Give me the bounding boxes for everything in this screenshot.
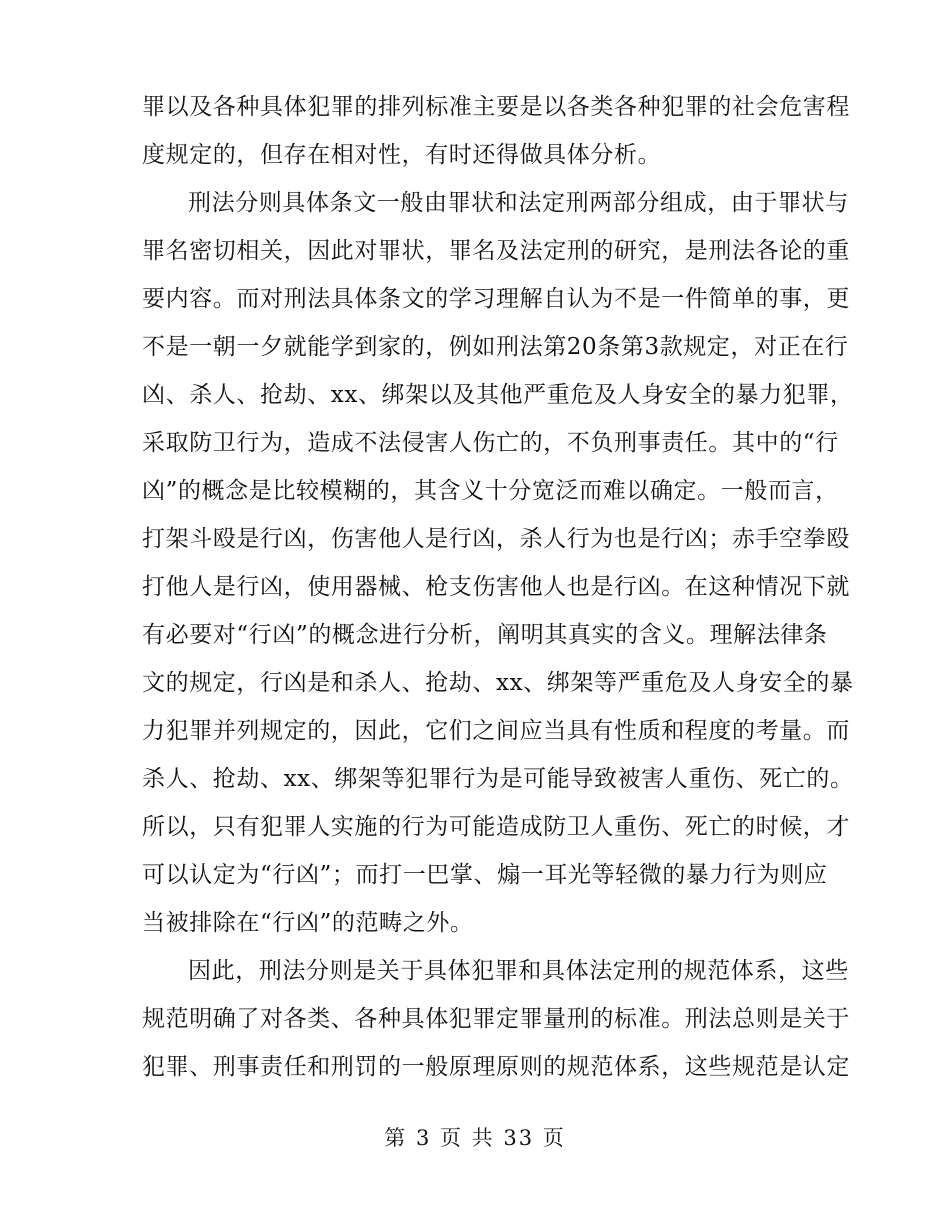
text-line: 不是一朝一夕就能学到家的，例如刑法第20条第3款规定，对正在行: [142, 334, 849, 360]
text-line: 要内容。而对刑法具体条文的学习理解自认为不是一件简单的事，更: [142, 286, 850, 312]
text-line: 当被排除在“行凶”的范畴之外。: [142, 910, 474, 936]
text-line: 打他人是行凶，使用器械、枪支伤害他人也是行凶。在这种情况下就: [142, 574, 850, 600]
text-line: 罪名密切相关，因此对罪状，罪名及法定刑的研究，是刑法各论的重: [142, 238, 850, 264]
text-line: 打架斗殴是行凶，伤害他人是行凶，杀人行为也是行凶；赤手空拳殴: [142, 526, 850, 552]
text-line: 罪以及各种具体犯罪的排列标准主要是以各类各种犯罪的社会危害程: [142, 94, 850, 120]
text-line: 凶、杀人、抢劫、xx、绑架以及其他严重危及人身安全的暴力犯罪，: [142, 382, 854, 408]
text-line: 力犯罪并列规定的，因此，它们之间应当具有性质和程度的考量。而: [142, 718, 850, 744]
text-line: 有必要对“行凶”的概念进行分析，阐明其真实的含义。理解法律条: [142, 622, 828, 648]
text-line: 规范明确了对各类、各种具体犯罪定罪量刑的标准。刑法总则是关于: [142, 1006, 850, 1032]
text-line: 文的规定，行凶是和杀人、抢劫、xx、绑架等严重危及人身安全的暴: [142, 670, 854, 696]
text-line: 杀人、抢劫、xx、绑架等犯罪行为是可能导致被害人重伤、死亡的。: [142, 766, 854, 792]
text-line: 因此，刑法分则是关于具体犯罪和具体法定刑的规范体系，这些: [188, 958, 849, 984]
page-number: 第 3 页 共 33 页: [384, 1126, 566, 1150]
text-line: 采取防卫行为，造成不法侵害人伤亡的，不负刑事责任。其中的“行: [142, 430, 839, 456]
text-line: 可以认定为“行凶”；而打一巴掌、煽一耳光等轻微的暴力行为则应: [142, 862, 828, 888]
text-line: 凶”的概念是比较模糊的，其含义十分宽泛而难以确定。一般而言，: [142, 478, 839, 504]
text-line: 刑法分则具体条文一般由罪状和法定刑两部分组成，由于罪状与: [188, 190, 849, 216]
text-line: 度规定的，但存在相对性，有时还得做具体分析。: [142, 142, 662, 168]
text-line: 所以，只有犯罪人实施的行为可能造成防卫人重伤、死亡的时候，才: [142, 814, 850, 840]
text-line: 犯罪、刑事责任和刑罚的一般原理原则的规范体系，这些规范是认定: [142, 1054, 850, 1080]
